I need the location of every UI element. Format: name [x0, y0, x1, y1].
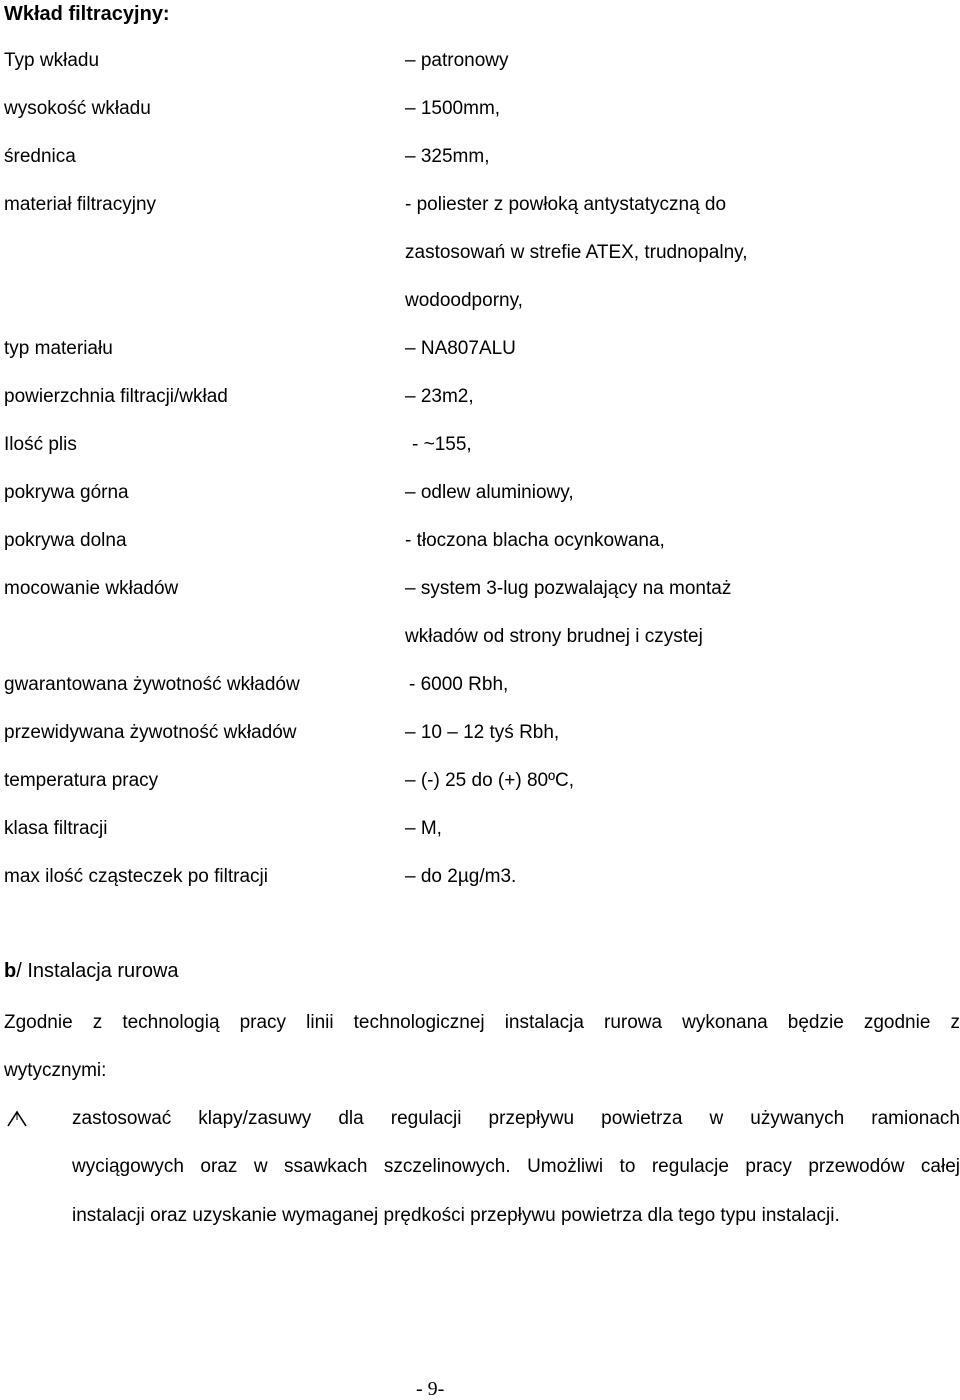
- bullet-text-line: zastosować klapy/zasuwy dla regulacji przepływu powietrza w używanych ramionach: [72, 1108, 960, 1129]
- spec-value-ilosc-plis: - ~155,: [412, 434, 472, 455]
- spec-value-material-cont-1: zastosowań w strefie ATEX, trudnopalny,: [405, 242, 748, 263]
- spec-value-mocowanie-cont: wkładów od strony brudnej i czystej: [405, 626, 703, 647]
- spec-label-wysokosc: wysokość wkładu: [4, 98, 151, 119]
- spec-value-material-cont-2: wodoodporny,: [405, 290, 523, 311]
- spec-value-pokrywa-dolna: - tłoczona blacha ocynkowana,: [405, 530, 665, 551]
- spec-value-typ-materialu: – NA807ALU: [405, 338, 516, 359]
- bullet-text-line: instalacji oraz uzyskanie wymaganej prędkości przepływu powietrza dla tego typu instalacji.: [72, 1205, 840, 1226]
- spec-value-przewidywana-zywotnosc: – 10 – 12 tyś Rbh,: [405, 722, 560, 743]
- spec-label-typ-materialu: typ materiału: [4, 338, 113, 359]
- section-heading: Wkład filtracyjny:: [4, 3, 170, 25]
- spec-value-pokrywa-gorna: – odlew aluminiowy,: [405, 482, 574, 503]
- paragraph-line: Zgodnie z technologią pracy linii technologicznej instalacja rurowa wykonana będzie zgodnie z: [4, 1012, 960, 1033]
- paragraph-line: wytycznymi:: [4, 1060, 107, 1081]
- caret-bullet-icon: [6, 1109, 28, 1129]
- spec-value-wysokosc: – 1500mm,: [405, 98, 501, 119]
- spec-value-typ-wkladu: – patronowy: [405, 50, 509, 71]
- spec-label-klasa-filtracji: klasa filtracji: [4, 818, 108, 839]
- spec-value-klasa-filtracji: – M,: [405, 818, 442, 839]
- spec-value-material: - poliester z powłoką antystatyczną do: [405, 194, 727, 215]
- spec-label-ilosc-plis: Ilość plis: [4, 434, 77, 455]
- section-b-title-text: / Instalacja rurowa: [16, 960, 179, 982]
- spec-label-mocowanie: mocowanie wkładów: [4, 578, 179, 599]
- spec-value-gwarantowana-zywotnosc: - 6000 Rbh,: [409, 674, 509, 695]
- spec-value-mocowanie: – system 3-lug pozwalający na montaż: [405, 578, 732, 599]
- bullet-text-line: wyciągowych oraz w ssawkach szczelinowych. Umożliwi to regulacje pracy przewodów całej: [72, 1156, 960, 1177]
- spec-label-pokrywa-dolna: pokrywa dolna: [4, 530, 127, 551]
- spec-label-temperatura: temperatura pracy: [4, 770, 159, 791]
- page-number: - 9-: [416, 1378, 445, 1400]
- spec-label-material: materiał filtracyjny: [4, 194, 157, 215]
- spec-label-przewidywana-zywotnosc: przewidywana żywotność wkładów: [4, 722, 297, 743]
- spec-label-max-ilosc: max ilość cząsteczek po filtracji: [4, 866, 268, 887]
- spec-value-srednica: – 325mm,: [405, 146, 490, 167]
- section-b-title: [4, 959, 179, 983]
- spec-label-typ-wkladu: Typ wkładu: [4, 50, 100, 71]
- spec-label-powierzchnia: powierzchnia filtracji/wkład: [4, 386, 228, 407]
- spec-value-max-ilosc: – do 2µg/m3.: [405, 866, 517, 887]
- section-b-marker: b: [4, 960, 17, 982]
- spec-label-gwarantowana-zywotnosc: gwarantowana żywotność wkładów: [4, 674, 300, 695]
- spec-label-pokrywa-gorna: pokrywa górna: [4, 482, 129, 503]
- spec-value-powierzchnia: – 23m2,: [405, 386, 474, 407]
- spec-value-temperatura: – (-) 25 do (+) 80ºC,: [405, 770, 575, 791]
- spec-label-srednica: średnica: [4, 146, 76, 167]
